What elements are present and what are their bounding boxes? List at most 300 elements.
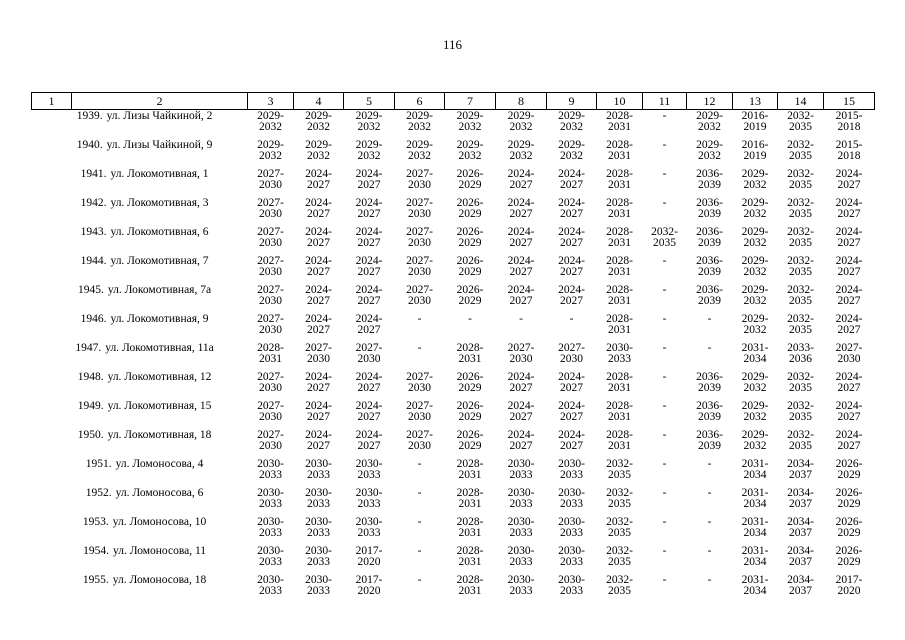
period-value: 2028- 2031 [606, 168, 633, 191]
period-cell [445, 110, 496, 140]
period-value: 2024- 2027 [507, 255, 535, 278]
period-value: 2027- 2030 [406, 226, 433, 249]
column-header-11: 11 [643, 93, 687, 110]
period-value: 2024- 2027 [305, 226, 332, 249]
column-header-15: 15 [824, 93, 875, 110]
period-cell [643, 516, 687, 545]
row-number: 1946. [80, 313, 107, 325]
row-address: ул. Локомотивная, 12 [107, 371, 212, 383]
period-cell [248, 458, 294, 487]
period-value: - [707, 458, 712, 470]
period-value: - [662, 574, 667, 586]
period-value: 2032- 2035 [787, 429, 814, 452]
period-value: 2029- 2032 [696, 110, 723, 133]
period-value: 2024- 2027 [507, 226, 535, 249]
period-cell [733, 400, 778, 429]
period-cell [496, 110, 547, 140]
period-value: 2029- 2032 [406, 139, 433, 162]
period-cell [294, 197, 344, 226]
period-cell [445, 255, 496, 284]
period-cell [597, 168, 643, 197]
period-value: 2027- 2030 [406, 400, 433, 423]
period-value: 2026- 2029 [456, 168, 484, 191]
period-cell [496, 429, 547, 458]
period-cell [597, 545, 643, 574]
period-value: 2029- 2032 [696, 139, 723, 162]
period-cell [248, 313, 294, 342]
period-value: 2027- 2030 [257, 226, 284, 249]
period-value: 2032- 2035 [787, 139, 814, 162]
column-header-13: 13 [733, 93, 778, 110]
period-value: 2030- 2033 [558, 458, 585, 481]
period-value: 2024- 2027 [558, 168, 585, 191]
period-cell [687, 226, 733, 255]
period-cell [597, 400, 643, 429]
row-address: ул. Локомотивная, 3 [110, 197, 209, 209]
period-cell [395, 400, 445, 429]
period-cell [248, 139, 294, 168]
period-value: - [662, 342, 667, 354]
period-cell [395, 139, 445, 168]
period-value: 2032- 2035 [606, 516, 633, 539]
period-value: 2024- 2027 [355, 313, 383, 336]
period-value: - [662, 458, 667, 470]
period-cell [547, 110, 597, 140]
period-value: - [707, 574, 712, 586]
period-value: 2030- 2033 [507, 458, 535, 481]
period-value: 2034- 2037 [787, 545, 814, 568]
period-cell [248, 545, 294, 574]
period-value: - [468, 313, 472, 325]
address-cell [32, 516, 248, 545]
row-address: ул. Лизы Чайкиной, 9 [106, 139, 213, 151]
period-value: 2027- 2030 [406, 429, 433, 452]
period-cell [643, 313, 687, 342]
period-value: 2030- 2033 [305, 458, 332, 481]
row-number: 1955. [82, 574, 109, 586]
period-value: 2024- 2027 [835, 226, 863, 249]
table-row [32, 255, 875, 284]
period-value: - [662, 371, 667, 383]
period-value: 2024- 2027 [305, 197, 332, 220]
period-value: 2032- 2035 [787, 371, 814, 394]
period-value: 2028- 2031 [606, 226, 633, 249]
period-value: 2027- 2030 [406, 284, 433, 307]
period-value: 2029- 2032 [355, 110, 383, 133]
address-cell [32, 458, 248, 487]
period-cell [445, 342, 496, 371]
period-value: 2032- 2035 [651, 226, 678, 249]
period-cell [778, 342, 824, 371]
row-number: 1954. [83, 545, 109, 557]
period-cell [445, 458, 496, 487]
period-cell [344, 255, 395, 284]
row-number: 1942. [80, 197, 107, 209]
period-cell [547, 313, 597, 342]
period-value: - [707, 516, 712, 528]
table-row [32, 429, 875, 458]
period-value: 2030- 2033 [507, 516, 535, 539]
period-value: 2026- 2029 [835, 487, 863, 510]
row-number: 1943. [80, 226, 107, 238]
period-value: 2024- 2027 [558, 255, 585, 278]
period-cell [344, 458, 395, 487]
period-cell [597, 458, 643, 487]
period-value: 2030- 2033 [507, 574, 535, 597]
period-value: 2026- 2029 [456, 226, 484, 249]
row-address: ул. Ломоносова, 4 [115, 458, 204, 470]
period-value: 2030- 2033 [257, 487, 284, 510]
row-number: 1948. [77, 371, 104, 383]
period-value: 2024- 2027 [507, 429, 535, 452]
address-cell [32, 342, 248, 371]
period-cell [547, 458, 597, 487]
table-body [32, 110, 875, 604]
period-value: 2031- 2034 [741, 545, 769, 568]
period-value: 2024- 2027 [355, 255, 383, 278]
period-value: 2027- 2030 [835, 342, 863, 365]
period-value: 2024- 2027 [835, 429, 863, 452]
period-value: 2026- 2029 [456, 429, 484, 452]
period-value: - [662, 487, 667, 499]
period-cell [824, 487, 875, 516]
period-cell [496, 516, 547, 545]
period-value: 2029- 2032 [507, 110, 535, 133]
column-header-3: 3 [248, 93, 294, 110]
period-cell [597, 226, 643, 255]
period-value: 2024- 2027 [507, 284, 535, 307]
period-value: 2028- 2031 [456, 458, 484, 481]
period-cell [778, 458, 824, 487]
period-cell [445, 516, 496, 545]
period-cell [294, 110, 344, 140]
period-cell [733, 255, 778, 284]
period-value: - [519, 313, 523, 325]
period-cell [395, 168, 445, 197]
period-value: 2027- 2030 [257, 284, 284, 307]
period-value: 2031- 2034 [741, 342, 769, 365]
period-value: 2029- 2032 [741, 313, 769, 336]
period-cell [824, 197, 875, 226]
address-cell [32, 255, 248, 284]
period-cell [643, 487, 687, 516]
period-cell [445, 487, 496, 516]
period-cell [733, 545, 778, 574]
period-cell [824, 255, 875, 284]
period-cell [687, 110, 733, 140]
period-value: 2024- 2027 [305, 284, 332, 307]
period-cell [294, 400, 344, 429]
period-cell [547, 168, 597, 197]
schedule-table [31, 92, 875, 603]
period-value: 2026- 2029 [456, 284, 484, 307]
period-value: 2036- 2039 [696, 429, 723, 452]
period-value: - [662, 313, 667, 325]
period-value: 2028- 2031 [606, 197, 633, 220]
row-number: 1939. [76, 110, 103, 122]
period-value: 2030- 2033 [558, 545, 585, 568]
period-cell [445, 284, 496, 313]
period-value: 2024- 2027 [355, 400, 383, 423]
period-value: 2024- 2027 [305, 168, 332, 191]
row-address: ул. Локомотивная, 18 [107, 429, 212, 441]
period-cell [733, 226, 778, 255]
row-address: ул. Лизы Чайкиной, 2 [106, 110, 213, 122]
period-value: 2032- 2035 [787, 110, 814, 133]
period-value: 2026- 2029 [835, 458, 863, 481]
period-value: 2024- 2027 [558, 226, 585, 249]
period-cell [824, 342, 875, 371]
period-value: 2029- 2032 [741, 284, 769, 307]
period-cell [395, 458, 445, 487]
period-value: 2024- 2027 [558, 197, 585, 220]
period-value: 2032- 2035 [787, 197, 814, 220]
row-number: 1941. [80, 168, 107, 180]
period-value: 2026- 2029 [835, 545, 863, 568]
period-cell [733, 313, 778, 342]
period-value: 2029- 2032 [741, 168, 769, 191]
period-value: 2028- 2031 [606, 313, 633, 336]
period-cell [547, 487, 597, 516]
row-number: 1944. [80, 255, 107, 267]
address-cell [32, 168, 248, 197]
period-value: 2024- 2027 [835, 371, 863, 394]
period-cell [687, 371, 733, 400]
period-cell [496, 574, 547, 603]
period-value: 2027- 2030 [507, 342, 535, 365]
period-cell [597, 284, 643, 313]
period-cell [395, 371, 445, 400]
period-value: 2027- 2030 [305, 342, 332, 365]
address-cell [32, 110, 248, 140]
period-value: 2030- 2033 [558, 574, 585, 597]
table-row [32, 400, 875, 429]
period-cell [687, 400, 733, 429]
table-row [32, 487, 875, 516]
period-value: 2029- 2032 [558, 110, 585, 133]
period-cell [643, 255, 687, 284]
period-cell [344, 197, 395, 226]
period-cell [294, 342, 344, 371]
period-value: 2030- 2033 [355, 487, 383, 510]
period-value: - [417, 487, 422, 499]
address-cell [32, 429, 248, 458]
period-value: 2030- 2033 [558, 487, 585, 510]
period-value: 2036- 2039 [696, 168, 723, 191]
table-row [32, 168, 875, 197]
column-header-10: 10 [597, 93, 643, 110]
row-address: ул. Локомотивная, 7 [110, 255, 209, 267]
period-value: 2034- 2037 [787, 487, 814, 510]
period-cell [344, 545, 395, 574]
period-value: 2028- 2031 [606, 284, 633, 307]
period-value: 2029- 2032 [741, 400, 769, 423]
period-value: 2029- 2032 [456, 110, 484, 133]
period-value: 2032- 2035 [606, 458, 633, 481]
column-header-9: 9 [547, 93, 597, 110]
period-cell [248, 255, 294, 284]
period-value: 2029- 2032 [305, 110, 332, 133]
period-cell [294, 371, 344, 400]
period-value: - [707, 313, 712, 325]
table-row [32, 139, 875, 168]
row-number: 1940. [76, 139, 103, 151]
period-cell [824, 226, 875, 255]
period-cell [597, 342, 643, 371]
period-cell [824, 574, 875, 603]
period-cell [643, 226, 687, 255]
period-value: 2026- 2029 [456, 255, 484, 278]
period-cell [395, 255, 445, 284]
period-cell [597, 313, 643, 342]
period-cell [395, 429, 445, 458]
period-cell [344, 429, 395, 458]
period-cell [643, 545, 687, 574]
address-cell [32, 197, 248, 226]
period-cell [733, 139, 778, 168]
period-cell [344, 574, 395, 603]
period-cell [824, 516, 875, 545]
table-row [32, 226, 875, 255]
period-cell [824, 429, 875, 458]
period-value: 2036- 2039 [696, 197, 723, 220]
period-cell [687, 313, 733, 342]
period-value: 2027- 2030 [257, 255, 284, 278]
period-value: 2034- 2037 [787, 516, 814, 539]
period-value: 2027- 2030 [406, 197, 433, 220]
period-value: 2032- 2035 [606, 545, 633, 568]
period-cell [733, 487, 778, 516]
period-value: 2029- 2032 [507, 139, 535, 162]
address-cell [32, 574, 248, 603]
period-cell [643, 139, 687, 168]
address-cell [32, 400, 248, 429]
period-value: 2027- 2030 [257, 429, 284, 452]
table-row [32, 197, 875, 226]
column-header-1: 1 [32, 93, 72, 110]
period-cell [778, 284, 824, 313]
period-cell [597, 516, 643, 545]
period-cell [547, 371, 597, 400]
period-value: - [662, 400, 667, 412]
column-header-2: 2 [72, 93, 248, 110]
period-value: 2028- 2031 [606, 429, 633, 452]
period-value: 2028- 2031 [606, 255, 633, 278]
period-value: 2024- 2027 [305, 255, 332, 278]
table-row [32, 371, 875, 400]
table-row [32, 574, 875, 603]
period-value: 2032- 2035 [787, 313, 814, 336]
period-cell [496, 487, 547, 516]
address-cell [32, 139, 248, 168]
period-value: 2024- 2027 [355, 197, 383, 220]
period-cell [496, 197, 547, 226]
period-value: - [417, 516, 422, 528]
period-value: 2028- 2031 [456, 516, 484, 539]
period-cell [547, 197, 597, 226]
period-cell [687, 284, 733, 313]
period-cell [778, 255, 824, 284]
period-cell [687, 139, 733, 168]
row-address: ул. Локомотивная, 9 [110, 313, 209, 325]
period-value: - [707, 545, 712, 557]
period-cell [344, 139, 395, 168]
period-cell [294, 545, 344, 574]
period-value: 2036- 2039 [696, 371, 723, 394]
period-cell [496, 458, 547, 487]
period-cell [643, 429, 687, 458]
address-cell [32, 284, 248, 313]
table-row [32, 313, 875, 342]
period-cell [597, 255, 643, 284]
period-cell [496, 255, 547, 284]
period-value: 2032- 2035 [787, 255, 814, 278]
period-cell [294, 458, 344, 487]
column-header-14: 14 [778, 93, 824, 110]
period-cell [395, 516, 445, 545]
address-cell [32, 313, 248, 342]
period-cell [778, 574, 824, 603]
period-value: 2031- 2034 [741, 487, 769, 510]
column-header-8: 8 [496, 93, 547, 110]
period-cell [395, 197, 445, 226]
row-number: 1949. [77, 400, 104, 412]
period-value: - [662, 139, 667, 151]
column-header-4: 4 [294, 93, 344, 110]
period-value: 2033- 2036 [787, 342, 814, 365]
period-cell [687, 342, 733, 371]
period-value: 2029- 2032 [406, 110, 433, 133]
period-cell [344, 284, 395, 313]
period-value: 2030- 2033 [257, 545, 284, 568]
period-value: - [707, 487, 712, 499]
row-number: 1950. [77, 429, 104, 441]
period-value: 2027- 2030 [558, 342, 585, 365]
period-cell [733, 516, 778, 545]
period-value: 2024- 2027 [305, 429, 332, 452]
period-value: 2024- 2027 [558, 284, 585, 307]
period-value: 2032- 2035 [787, 400, 814, 423]
period-value: - [662, 168, 667, 180]
period-value: 2028- 2031 [456, 574, 484, 597]
period-cell [445, 574, 496, 603]
period-cell [733, 110, 778, 140]
period-value: 2032- 2035 [606, 487, 633, 510]
table-row [32, 284, 875, 313]
period-cell [445, 545, 496, 574]
period-cell [824, 168, 875, 197]
period-value: - [417, 545, 422, 557]
period-cell [344, 342, 395, 371]
period-value: 2024- 2027 [355, 226, 383, 249]
period-cell [824, 110, 875, 140]
period-value: - [662, 284, 667, 296]
period-value: 2027- 2030 [257, 313, 284, 336]
row-address: ул. Локомотивная, 7а [107, 284, 212, 296]
period-value: 2024- 2027 [355, 371, 383, 394]
period-cell [248, 197, 294, 226]
period-cell [733, 284, 778, 313]
period-cell [597, 429, 643, 458]
period-cell [445, 226, 496, 255]
table-row [32, 545, 875, 574]
period-cell [496, 342, 547, 371]
period-cell [547, 255, 597, 284]
period-value: 2028- 2031 [456, 487, 484, 510]
period-cell [597, 110, 643, 140]
column-header-6: 6 [395, 93, 445, 110]
period-cell [344, 487, 395, 516]
